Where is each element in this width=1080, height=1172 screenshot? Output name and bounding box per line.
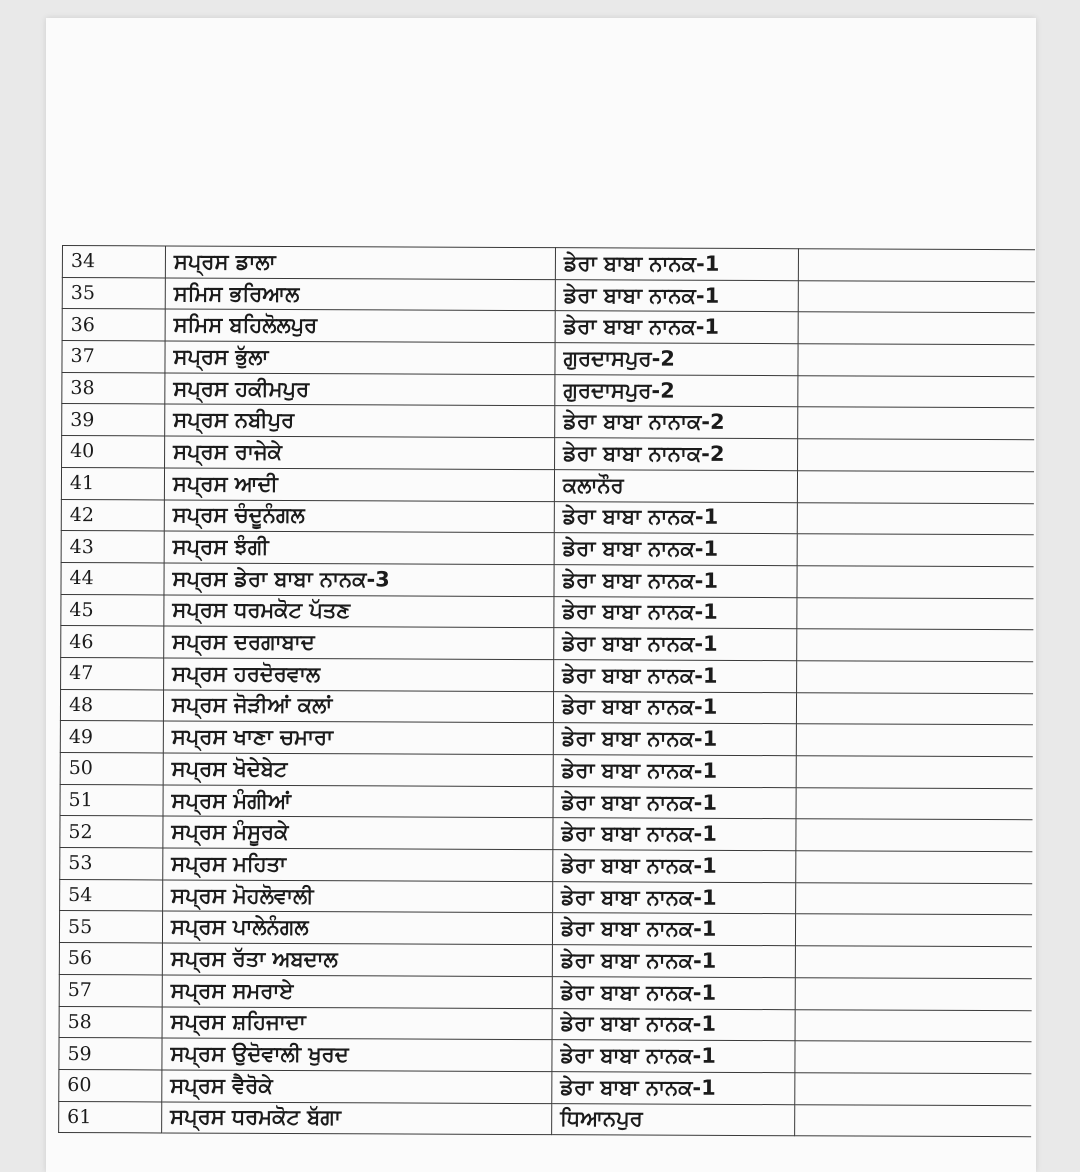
block-name-cell: ਡੇਰਾ ਬਾਬਾ ਨਾਨਕ-1 (553, 691, 796, 724)
serial-number-cell: 44 (61, 562, 164, 594)
serial-number-cell: 47 (61, 657, 164, 689)
school-name-cell: ਸਪ੍ਰਸ ਡਾਲਾ (165, 246, 555, 279)
block-name-cell: ਡੇਰਾ ਬਾਬਾ ਨਾਨਕ-1 (553, 786, 796, 819)
school-name-cell: ਸਪ੍ਰਸ ਮੰਸੂਰਕੇ (163, 816, 553, 849)
school-name-cell: ਸਪ੍ਰਸ ਮੰਗੀਆਂ (163, 785, 553, 818)
remarks-cell (795, 1073, 1031, 1106)
remarks-cell (798, 344, 1034, 377)
serial-number-cell: 54 (60, 879, 163, 911)
school-name-cell: ਸਪ੍ਰਸ ਝੰਗੀ (164, 531, 554, 564)
school-name-cell: ਸਪ੍ਰਸ ਦਰਗਾਬਾਦ (164, 626, 554, 659)
school-name-cell: ਸਪ੍ਰਸ ਚੰਦੂਨੰਗਲ (164, 499, 554, 532)
block-name-cell: ਡੇਰਾ ਬਾਬਾ ਨਾਨਕ-1 (552, 945, 795, 978)
school-name-cell: ਸਪ੍ਰਸ ਪਾਲੇਨੰਗਲ (162, 911, 552, 944)
school-name-cell: ਸਪ੍ਰਸ ਧਰਮਕੋਟ ਪੱਤਣ (164, 595, 554, 628)
table-row (61, 626, 1033, 662)
serial-number-cell: 35 (62, 277, 165, 309)
table-row (62, 309, 1034, 345)
table-row (59, 943, 1031, 979)
school-name-cell: ਸਪ੍ਰਸ ਧਰਮਕੋਟ ਬੱਗਾ (162, 1102, 552, 1135)
school-name-cell: ਸਪ੍ਰਸ ਹਕੀਮਪੁਰ (165, 373, 555, 406)
remarks-cell (796, 692, 1032, 725)
serial-number-cell: 39 (62, 404, 165, 436)
block-name-cell: ਡੇਰਾ ਬਾਬਾ ਨਾਨਕ-1 (554, 501, 797, 534)
table-row (60, 879, 1032, 915)
school-name-cell: ਸਪ੍ਰਸ ਉਦੋਵਾਲੀ ਖੁਰਦ (162, 1038, 552, 1071)
serial-number-cell: 59 (59, 1038, 162, 1070)
serial-number-cell: 60 (59, 1069, 162, 1101)
block-name-cell: ਗੁਰਦਾਸਪੁਰ-2 (555, 343, 798, 376)
block-name-cell: ਡੇਰਾ ਬਾਬਾ ਨਾਨਕ-1 (552, 1008, 795, 1041)
block-name-cell: ਡੇਰਾ ਬਾਬਾ ਨਾਨਕ-1 (552, 1072, 795, 1105)
school-name-cell: ਸਪ੍ਰਸ ਰੱਤਾ ਅਬਦਾਲ (162, 943, 552, 976)
remarks-cell (795, 978, 1031, 1011)
remarks-cell (797, 661, 1033, 694)
remarks-cell (796, 882, 1032, 915)
block-name-cell: ਗੁਰਦਾਸਪੁਰ-2 (555, 374, 798, 407)
serial-number-cell: 49 (60, 721, 163, 753)
table-row (60, 848, 1032, 884)
block-name-cell: ਡੇਰਾ ਬਾਬਾ ਨਾਨਕ-1 (555, 279, 798, 312)
remarks-cell (795, 946, 1031, 979)
table-row (61, 594, 1033, 630)
remarks-cell (795, 914, 1031, 947)
block-name-cell: ਧਿਆਨਪੁਰ (552, 1103, 795, 1136)
remarks-cell (797, 534, 1033, 567)
serial-number-cell: 40 (62, 436, 165, 468)
serial-number-cell: 50 (60, 752, 163, 784)
serial-number-cell: 58 (59, 1006, 162, 1038)
serial-number-cell: 45 (61, 594, 164, 626)
serial-number-cell: 51 (60, 784, 163, 816)
table-row (62, 436, 1034, 472)
block-name-cell: ਡੇਰਾ ਬਾਬਾ ਨਾਨਾਕ-2 (555, 406, 798, 439)
serial-number-cell: 55 (59, 911, 162, 943)
serial-number-cell: 37 (62, 341, 165, 373)
school-name-cell: ਸਮਿਸ ਬਹਿਲੋਲਪੁਰ (165, 309, 555, 342)
remarks-cell (795, 1009, 1031, 1042)
block-name-cell: ਡੇਰਾ ਬਾਬਾ ਨਾਨਕ-1 (555, 248, 798, 281)
table-row (60, 816, 1032, 852)
serial-number-cell: 34 (62, 246, 165, 278)
block-name-cell: ਡੇਰਾ ਬਾਬਾ ਨਾਨਕ-1 (552, 913, 795, 946)
school-name-cell: ਸਪ੍ਰਸ ਮਹਿਤਾ (163, 848, 553, 881)
school-name-cell: ਸਪ੍ਰਸ ਵੈਰੋਕੇ (162, 1070, 552, 1103)
school-name-cell: ਸਪ੍ਰਸ ਡੇਰਾ ਬਾਬਾ ਨਾਨਕ-3 (164, 563, 554, 596)
serial-number-cell: 46 (61, 626, 164, 658)
table-row (61, 657, 1033, 693)
remarks-cell (796, 819, 1032, 852)
table-row (60, 752, 1032, 788)
table-row (59, 1006, 1031, 1042)
block-name-cell: ਡੇਰਾ ਬਾਬਾ ਨਾਨਕ-1 (553, 850, 796, 883)
serial-number-cell: 57 (59, 974, 162, 1006)
table-row (60, 784, 1032, 820)
serial-number-cell: 42 (61, 499, 164, 531)
table-row (62, 404, 1034, 440)
remarks-cell (796, 756, 1032, 789)
school-name-cell: ਸਪ੍ਰਸ ਹਰਦੋਰਵਾਲ (164, 658, 554, 691)
school-name-cell: ਸਪ੍ਰਸ ਮੋਹਲੋਵਾਲੀ (163, 880, 553, 913)
table-row (62, 341, 1034, 377)
table-row (59, 911, 1031, 947)
table-row (60, 721, 1032, 757)
school-name-cell: ਸਪ੍ਰਸ ਨਬੀਪੁਰ (165, 404, 555, 437)
table-row (61, 467, 1033, 503)
table-row (59, 1069, 1031, 1105)
table-row (59, 1101, 1031, 1137)
school-name-cell: ਸਮਿਸ ਭਰਿਆਲ (165, 278, 555, 311)
remarks-cell (797, 471, 1033, 504)
block-name-cell: ਡੇਰਾ ਬਾਬਾ ਨਾਨਕ-1 (554, 533, 797, 566)
serial-number-cell: 56 (59, 943, 162, 975)
block-name-cell: ਡੇਰਾ ਬਾਬਾ ਨਾਨਕ-1 (554, 628, 797, 661)
table-row (60, 689, 1032, 725)
table-row (61, 531, 1033, 567)
remarks-cell (797, 502, 1033, 535)
remarks-cell (797, 597, 1033, 630)
school-name-cell: ਸਪ੍ਰਸ ਭੁੱਲਾ (165, 341, 555, 374)
block-name-cell: ਡੇਰਾ ਬਾਬਾ ਨਾਨਕ-1 (553, 723, 796, 756)
remarks-cell (798, 375, 1034, 408)
remarks-cell (797, 629, 1033, 662)
serial-number-cell: 36 (62, 309, 165, 341)
school-name-cell: ਸਪ੍ਰਸ ਜੋੜੀਆਂ ਕਲਾਂ (163, 690, 553, 723)
remarks-cell (797, 566, 1033, 599)
serial-number-cell: 38 (62, 372, 165, 404)
block-name-cell: ਡੇਰਾ ਬਾਬਾ ਨਾਨਾਕ-2 (555, 438, 798, 471)
remarks-cell (796, 724, 1032, 757)
remarks-cell (798, 312, 1034, 345)
table-body (59, 246, 1035, 1137)
serial-number-cell: 53 (60, 848, 163, 880)
remarks-cell (795, 1104, 1031, 1137)
block-name-cell: ਡੇਰਾ ਬਾਬਾ ਨਾਨਕ-1 (554, 565, 797, 598)
table-row (59, 974, 1031, 1010)
block-name-cell: ਡੇਰਾ ਬਾਬਾ ਨਾਨਕ-1 (552, 1040, 795, 1073)
school-name-cell: ਸਪ੍ਰਸ ਖੋਦੇਬੇਟ (163, 753, 553, 786)
serial-number-cell: 43 (61, 531, 164, 563)
serial-number-cell: 52 (60, 816, 163, 848)
table-row (62, 372, 1034, 408)
remarks-cell (798, 249, 1034, 282)
block-name-cell: ਡੇਰਾ ਬਾਬਾ ਨਾਨਕ-1 (553, 818, 796, 851)
block-name-cell: ਡੇਰਾ ਬਾਬਾ ਨਾਨਕ-1 (554, 660, 797, 693)
block-name-cell: ਕਲਾਨੌਰ (554, 469, 797, 502)
table-row (61, 499, 1033, 535)
remarks-cell (798, 280, 1034, 313)
serial-number-cell: 41 (61, 467, 164, 499)
remarks-cell (798, 407, 1034, 440)
table-row (61, 562, 1033, 598)
block-name-cell: ਡੇਰਾ ਬਾਬਾ ਨਾਨਕ-1 (555, 311, 798, 344)
serial-number-cell: 61 (59, 1101, 162, 1133)
school-name-cell: ਸਪ੍ਰਸ ਰਾਜੇਕੇ (165, 436, 555, 469)
block-name-cell: ਡੇਰਾ ਬਾਬਾ ਨਾਨਕ-1 (553, 755, 796, 788)
school-list-table (58, 245, 1034, 1137)
block-name-cell: ਡੇਰਾ ਬਾਬਾ ਨਾਨਕ-1 (554, 596, 797, 629)
remarks-cell (798, 439, 1034, 472)
remarks-cell (796, 851, 1032, 884)
school-name-cell: ਸਪ੍ਰਸ ਸ਼ਹਿਜਾਦਾ (162, 1006, 552, 1039)
remarks-cell (796, 787, 1032, 820)
table-row (62, 246, 1034, 282)
school-name-cell: ਸਪ੍ਰਸ ਸਮਰਾਏ (162, 975, 552, 1008)
school-name-cell: ਸਪ੍ਰਸ ਆਦੀ (164, 468, 554, 501)
block-name-cell: ਡੇਰਾ ਬਾਬਾ ਨਾਨਕ-1 (552, 976, 795, 1009)
table-row (62, 277, 1034, 313)
remarks-cell (795, 1041, 1031, 1074)
school-name-cell: ਸਪ੍ਰਸ ਖਾਣਾ ਚਮਾਰਾ (163, 721, 553, 754)
serial-number-cell: 48 (60, 689, 163, 721)
table-row (59, 1038, 1031, 1074)
block-name-cell: ਡੇਰਾ ਬਾਬਾ ਨਾਨਕ-1 (553, 881, 796, 914)
